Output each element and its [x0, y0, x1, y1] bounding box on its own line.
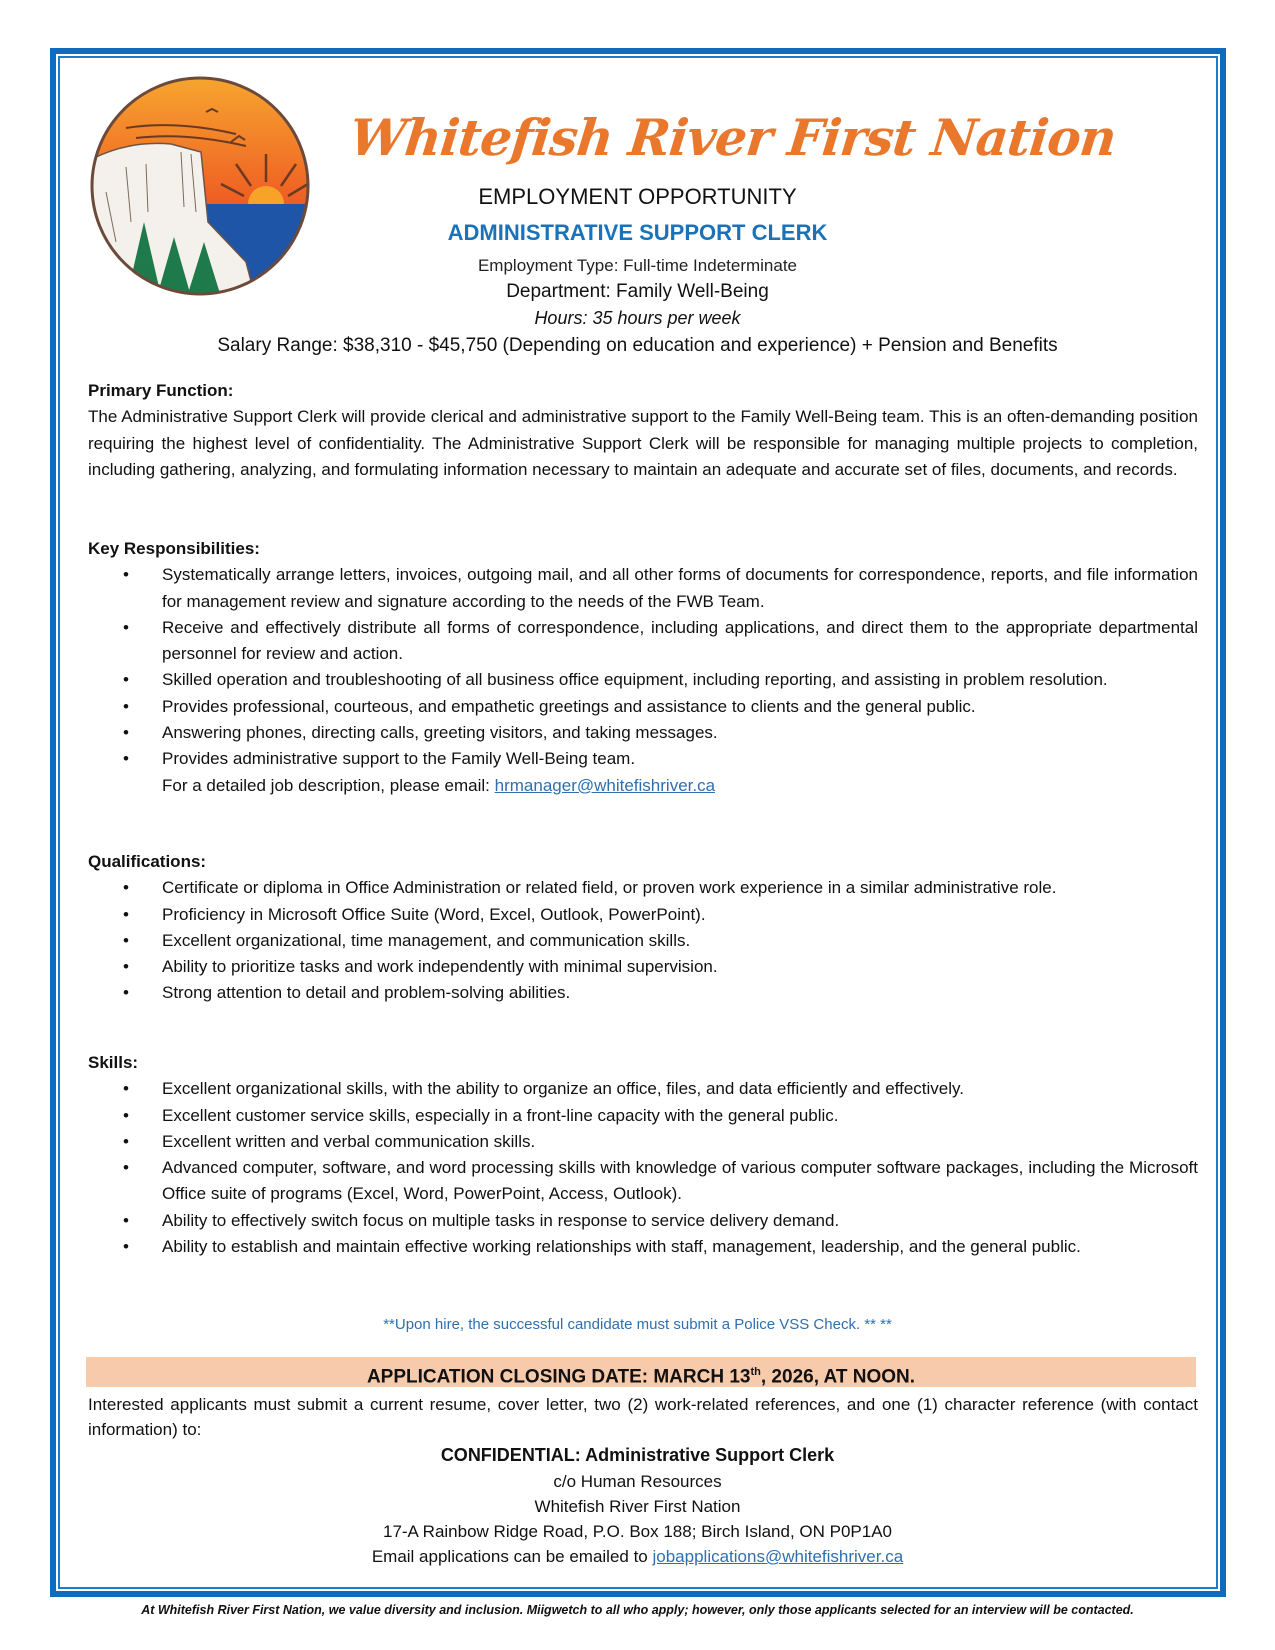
bullet-icon: •	[123, 617, 129, 637]
address-line-hr: c/o Human Resources	[553, 1472, 722, 1491]
bullet-icon: •	[123, 1237, 129, 1257]
bullet-icon: •	[123, 696, 129, 716]
bullet-icon: •	[123, 565, 129, 585]
police-check-note: **Upon hire, the successful candidate must submit a Police VSS Check. ** **	[383, 1316, 892, 1333]
bullet-icon: •	[123, 670, 129, 690]
bullet-icon: •	[123, 1131, 129, 1151]
bullet-icon: •	[123, 1210, 129, 1230]
list-item: • Provides administrative support to the Family Well-Being team.	[88, 746, 1198, 772]
closing-date-banner: APPLICATION CLOSING DATE: MARCH 13th, 2026, AT NOON.	[86, 1357, 1196, 1387]
primary-function-text: The Administrative Support Clerk will provide clerical and administrative support to the Family Well-Being team. This is an often-demanding position requiring the highest level of confidentiality. The Administrative Support Clerk will be responsible for managing multiple projects to completion, including gathering, analyzing, and formulating information necessary to maintain an adequate and accurate set of files, documents, and records.	[88, 407, 1198, 479]
bullet-icon: •	[123, 904, 129, 924]
address-confidential: CONFIDENTIAL: Administrative Support Clerk	[440, 1445, 835, 1465]
job-title: ADMINISTRATIVE SUPPORT CLERK	[447, 220, 828, 245]
qualifications-section	[88, 849, 1198, 1007]
list-item: • Ability to establish and maintain effective working relationships with staff, management, leadership, and the general public.	[88, 1234, 1198, 1260]
responsibilities-section	[88, 536, 1198, 799]
bullet-icon: •	[123, 749, 129, 769]
bullet-icon: •	[123, 957, 129, 977]
applications-email-link[interactable]: jobapplications@whitefishriver.ca	[652, 1547, 904, 1566]
diversity-footer: At Whitefish River First Nation, we value diversity and inclusion. Miigwetch to all who apply; however, only those applicants selected for an interview will be contacted.	[141, 1603, 1134, 1617]
bullet-icon: •	[123, 878, 129, 898]
section-heading: Primary Function:	[88, 381, 234, 400]
section-heading: Key Responsibilities:	[88, 539, 260, 558]
list-item: • Skilled operation and troubleshooting of all business office equipment, including reporting, and assisting in problem resolution.	[88, 667, 1198, 693]
list-item: • Advanced computer, software, and word processing skills with knowledge of various computer software packages, including the Microsoft Office suite of programs (Excel, Word, PowerPoint, Access, Outlook).	[88, 1155, 1198, 1208]
list-item: • Excellent organizational, time management, and communication skills.	[88, 928, 1198, 954]
application-instructions: Interested applicants must submit a current resume, cover letter, two (2) work-related references, and one (1) character reference (with contact information) to:	[88, 1395, 1198, 1439]
bullet-icon: •	[123, 723, 129, 743]
heading-employment-opportunity: EMPLOYMENT OPPORTUNITY	[478, 184, 797, 209]
address-line-org: Whitefish River First Nation	[534, 1497, 741, 1516]
organization-name: Whitefish River First Nation	[346, 108, 1119, 167]
list-item: • Receive and effectively distribute all forms of correspondence, including applications, and direct them to the appropriate departmental personnel for review and action.	[88, 615, 1198, 668]
salary-range: Salary Range: $38,310 - $45,750 (Depending on education and experience) + Pension and Benefits	[217, 335, 1058, 356]
list-item: • Excellent written and verbal communication skills.	[88, 1129, 1198, 1155]
skills-section	[88, 1050, 1198, 1260]
list-item: • Certificate or diploma in Office Administration or related field, or proven work experience in a similar administrative role.	[88, 875, 1198, 901]
qualifications-list	[88, 875, 1198, 1006]
list-item: • Strong attention to detail and problem-solving abilities.	[88, 980, 1198, 1006]
address-line-street: 17-A Rainbow Ridge Road, P.O. Box 188; Birch Island, ON P0P1A0	[382, 1522, 893, 1541]
bullet-icon: •	[123, 1105, 129, 1125]
list-item: • Provides professional, courteous, and empathetic greetings and assistance to clients and the general public.	[88, 694, 1198, 720]
job-description-note: For a detailed job description, please email: hrmanager@whitefishriver.ca	[162, 775, 716, 795]
list-item: • Answering phones, directing calls, greeting visitors, and taking messages.	[88, 720, 1198, 746]
primary-function-section	[88, 378, 1198, 483]
section-heading: Qualifications:	[88, 852, 207, 871]
list-item: • Excellent customer service skills, especially in a front-line capacity with the general public.	[88, 1103, 1198, 1129]
bullet-icon: •	[123, 930, 129, 950]
department: Department: Family Well-Being	[506, 281, 769, 302]
hr-email-link[interactable]: hrmanager@whitefishriver.ca	[494, 775, 716, 795]
skills-list	[88, 1076, 1198, 1260]
list-item: • Excellent organizational skills, with the ability to organize an office, files, and data efficiently and effectively.	[88, 1076, 1198, 1102]
list-item: • Ability to effectively switch focus on multiple tasks in response to service delivery demand.	[88, 1208, 1198, 1234]
address-email-line: Email applications can be emailed to jobapplications@whitefishriver.ca	[371, 1547, 904, 1566]
hours: Hours: 35 hours per week	[534, 308, 741, 328]
responsibilities-list	[88, 562, 1198, 772]
list-item: • Proficiency in Microsoft Office Suite (Word, Excel, Outlook, PowerPoint).	[88, 902, 1198, 928]
section-heading: Skills:	[88, 1053, 139, 1072]
bullet-icon: •	[123, 1158, 129, 1178]
list-item: • Ability to prioritize tasks and work independently with minimal supervision.	[88, 954, 1198, 980]
employment-type: Employment Type: Full-time Indeterminate	[477, 256, 798, 275]
bullet-icon: •	[123, 1079, 129, 1099]
list-item: • Systematically arrange letters, invoices, outgoing mail, and all other forms of documents for correspondence, reports, and file information for management review and signature according to the needs of the FWB Team.	[88, 562, 1198, 615]
bullet-icon: •	[123, 983, 129, 1003]
